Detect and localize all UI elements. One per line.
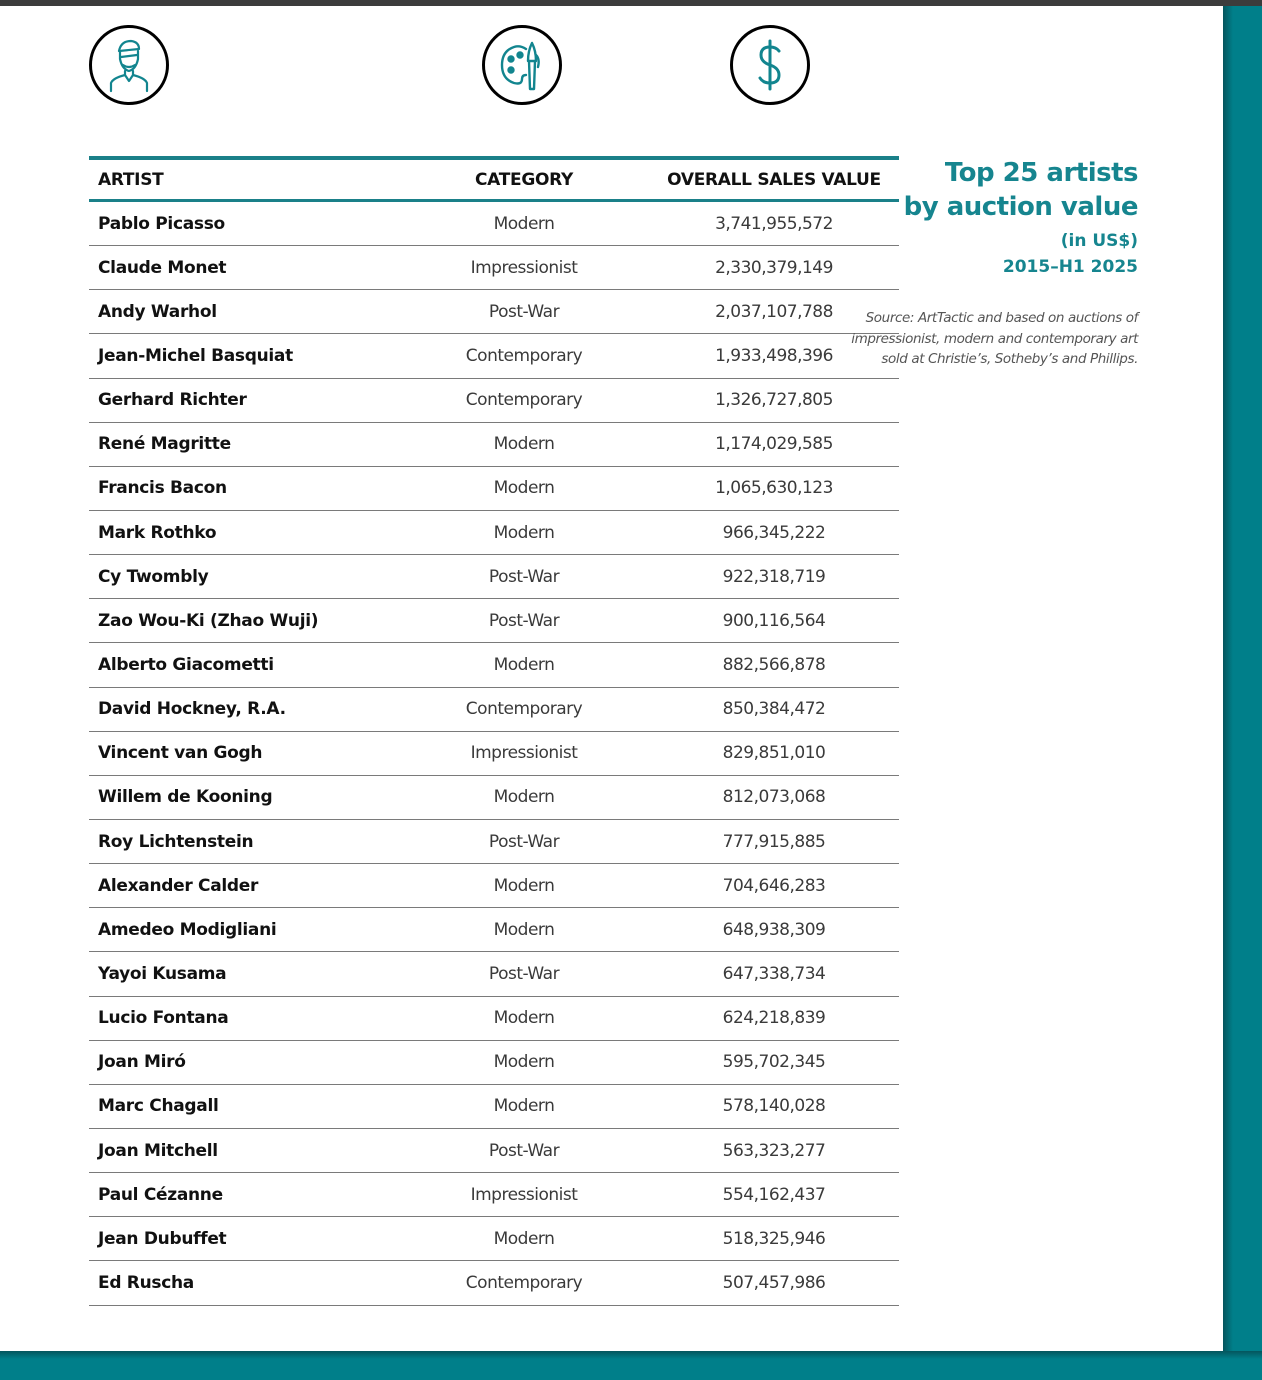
document-page [0,6,1223,1351]
artist-name: Roy Lichtenstein [98,831,254,852]
artist-name: Francis Bacon [98,478,227,499]
category: Contemporary [465,345,583,366]
table-row [89,202,899,246]
category: Post-War [488,566,560,587]
table-row [89,467,899,511]
sales-value: 647,338,734 [722,963,826,984]
sales-value: 578,140,028 [722,1096,826,1117]
table-header [89,156,899,202]
category: Contemporary [465,1272,583,1293]
table-row [89,599,899,643]
sales-value: 518,325,946 [722,1228,826,1249]
sales-value: 966,345,222 [722,522,826,543]
sales-value: 1,933,498,396 [715,345,833,366]
artist-name: Amedeo Modigliani [98,919,277,940]
category: Modern [493,654,555,675]
table-row [89,776,899,820]
artist-name: Alexander Calder [98,875,259,896]
category: Modern [493,875,555,896]
category: Modern [493,434,555,455]
sales-value: 2,330,379,149 [715,257,833,278]
category: Post-War [488,831,560,852]
sales-value: 882,566,878 [722,654,826,675]
artist-name: René Magritte [98,434,231,455]
category: Modern [493,478,555,499]
sales-value: 554,162,437 [722,1184,826,1205]
header-artist: ARTIST [98,169,164,190]
table-row [89,1217,899,1261]
bottom-frame [0,1351,1262,1380]
header-category: CATEGORY [475,169,573,190]
sales-value: 900,116,564 [722,610,826,631]
caption-title-line1: Top 25 artists [944,158,1138,188]
table-row [89,290,899,334]
caption-source: Source: ArtTactic and based on auctions of impressionist, modern and contemporary art sold at Christie’s, Sotheby’s and Phillips. [851,310,1138,367]
sales-value: 1,326,727,805 [715,390,833,411]
category: Modern [493,522,555,543]
table-row [89,688,899,732]
category: Modern [493,919,555,940]
category: Modern [493,787,555,808]
table-row [89,732,899,776]
artist-name: Gerhard Richter [98,390,247,411]
category: Contemporary [465,390,583,411]
artist-name: Joan Miró [98,1052,186,1073]
sales-value: 812,073,068 [722,787,826,808]
category: Contemporary [465,699,583,720]
table-row [89,1085,899,1129]
sales-value: 1,065,630,123 [715,478,833,499]
artist-name: Yayoi Kusama [98,963,227,984]
table-row [89,952,899,996]
artist-name: Alberto Giacometti [98,654,274,675]
caption-unit: (in US$) [1060,231,1138,251]
table-row [89,1129,899,1173]
table-row [89,246,899,290]
table-row [89,511,899,555]
artist-name: Lucio Fontana [98,1008,229,1029]
artist-name: Jean Dubuffet [98,1228,227,1249]
sales-value: 563,323,277 [722,1140,826,1161]
caption-title-line2: by auction value [903,192,1138,222]
sales-value: 704,646,283 [722,875,826,896]
category: Modern [493,1008,555,1029]
table-row [89,1041,899,1085]
category: Modern [493,1096,555,1117]
sales-value: 648,938,309 [722,919,826,940]
table-row [89,555,899,599]
artist-name: Andy Warhol [98,301,217,322]
table-caption [838,156,1138,370]
sales-value: 922,318,719 [722,566,826,587]
dollar-icon [730,25,810,105]
artist-name: Willem de Kooning [98,787,273,808]
table-row [89,1261,899,1305]
artists-table [89,156,899,1306]
artist-name: Vincent van Gogh [98,743,263,764]
artist-name: Paul Cézanne [98,1184,223,1205]
sales-value: 1,174,029,585 [715,434,833,455]
table-row [89,334,899,378]
sales-value: 829,851,010 [722,743,826,764]
category: Impressionist [470,257,578,278]
artist-icon [89,25,169,105]
table-row [89,864,899,908]
category: Post-War [488,301,560,322]
artist-name: Pablo Picasso [98,213,225,234]
category: Post-War [488,1140,560,1161]
sales-value: 777,915,885 [722,831,826,852]
table-row [89,908,899,952]
category: Impressionist [470,1184,578,1205]
table-row [89,820,899,864]
sales-value: 595,702,345 [722,1052,826,1073]
table-row [89,643,899,687]
header-sales-value: OVERALL SALES VALUE [667,169,881,190]
category: Post-War [488,963,560,984]
artist-name: Jean-Michel Basquiat [98,345,293,366]
artist-name: Mark Rothko [98,522,217,543]
category: Modern [493,1052,555,1073]
category: Modern [493,1228,555,1249]
right-frame [1223,6,1262,1380]
table-row [89,997,899,1041]
sales-value: 850,384,472 [722,699,826,720]
caption-period: 2015–H1 2025 [1002,257,1138,277]
artist-name: Zao Wou-Ki (Zhao Wuji) [98,610,319,631]
table-body [89,202,899,1306]
artist-name: Cy Twombly [98,566,209,587]
table-row [89,1173,899,1217]
category: Post-War [488,610,560,631]
category: Modern [493,213,555,234]
sales-value: 507,457,986 [722,1272,826,1293]
sales-value: 3,741,955,572 [715,213,833,234]
sales-value: 2,037,107,788 [715,301,833,322]
artist-name: Claude Monet [98,257,227,278]
artist-name: Joan Mitchell [98,1140,218,1161]
table-row [89,423,899,467]
palette-icon [482,25,562,105]
sales-value: 624,218,839 [722,1008,826,1029]
category: Impressionist [470,743,578,764]
table-row [89,379,899,423]
artist-name: Marc Chagall [98,1096,219,1117]
artist-name: Ed Ruscha [98,1272,194,1293]
artist-name: David Hockney, R.A. [98,699,286,720]
